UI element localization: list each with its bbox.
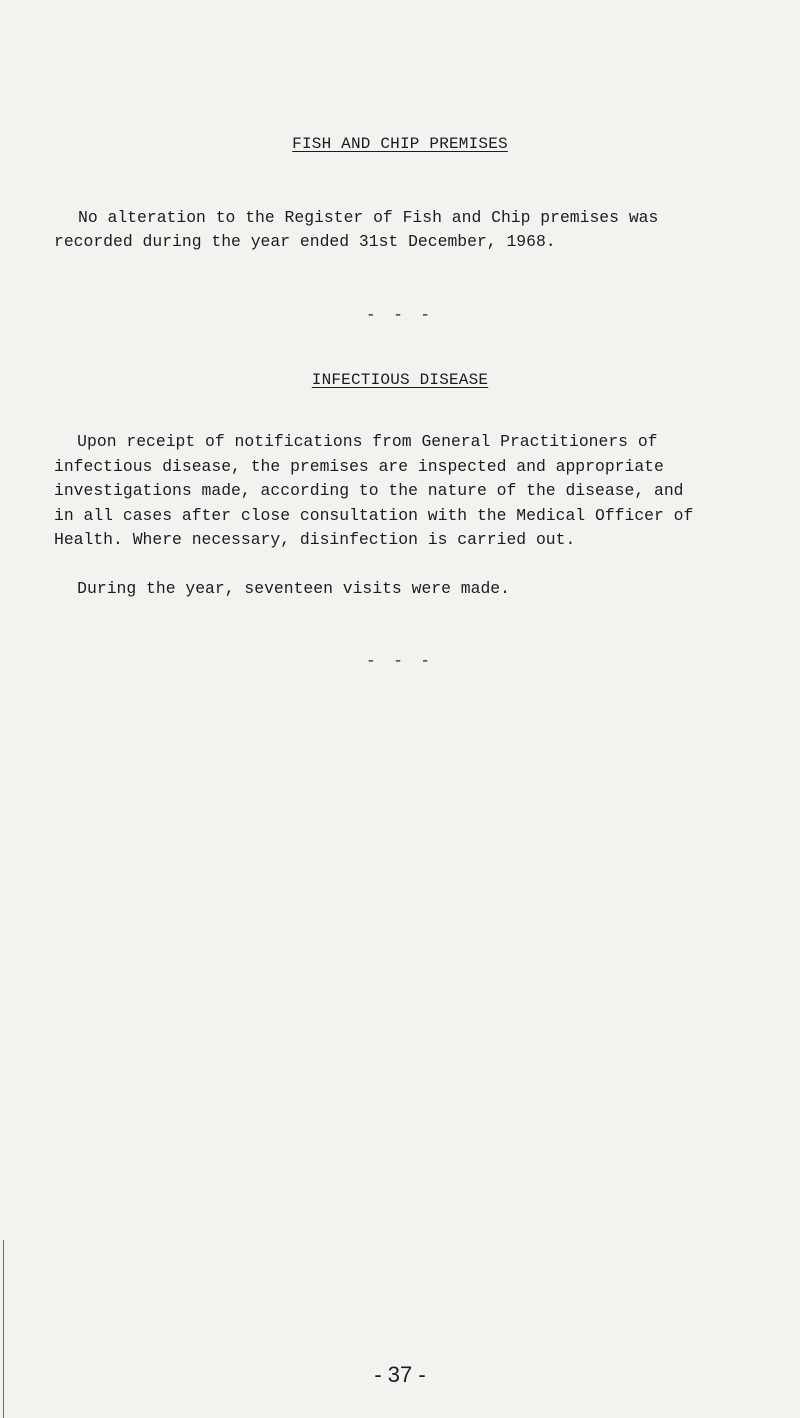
visits-line: During the year, seventeen visits were made. [28,579,510,598]
fish-chip-line-1: No alteration to the Register of Fish and Chip premises was [78,208,659,227]
infectious-line-1: Upon receipt of notifications from General Practitioners of [28,432,658,451]
infectious-line-2: infectious disease, the premises are inspected and appropriate [54,457,664,476]
separator-2: - - - [365,652,434,670]
page-number: - 37 - [374,1362,426,1387]
infectious-disease-heading: INFECTIOUS DISEASE [311,371,489,389]
scan-edge-line [3,1240,4,1418]
infectious-line-3: investigations made, according to the nature of the disease, and [54,481,684,500]
fish-chip-heading: FISH AND CHIP PREMISES [292,135,508,153]
infectious-line-4: in all cases after close consultation with the Medical Officer of [54,506,694,525]
separator-1: - - - [365,306,434,324]
fish-chip-line-2: recorded during the year ended 31st December, 1968. [54,232,556,251]
infectious-line-5: Health. Where necessary, disinfection is carried out. [54,530,576,549]
